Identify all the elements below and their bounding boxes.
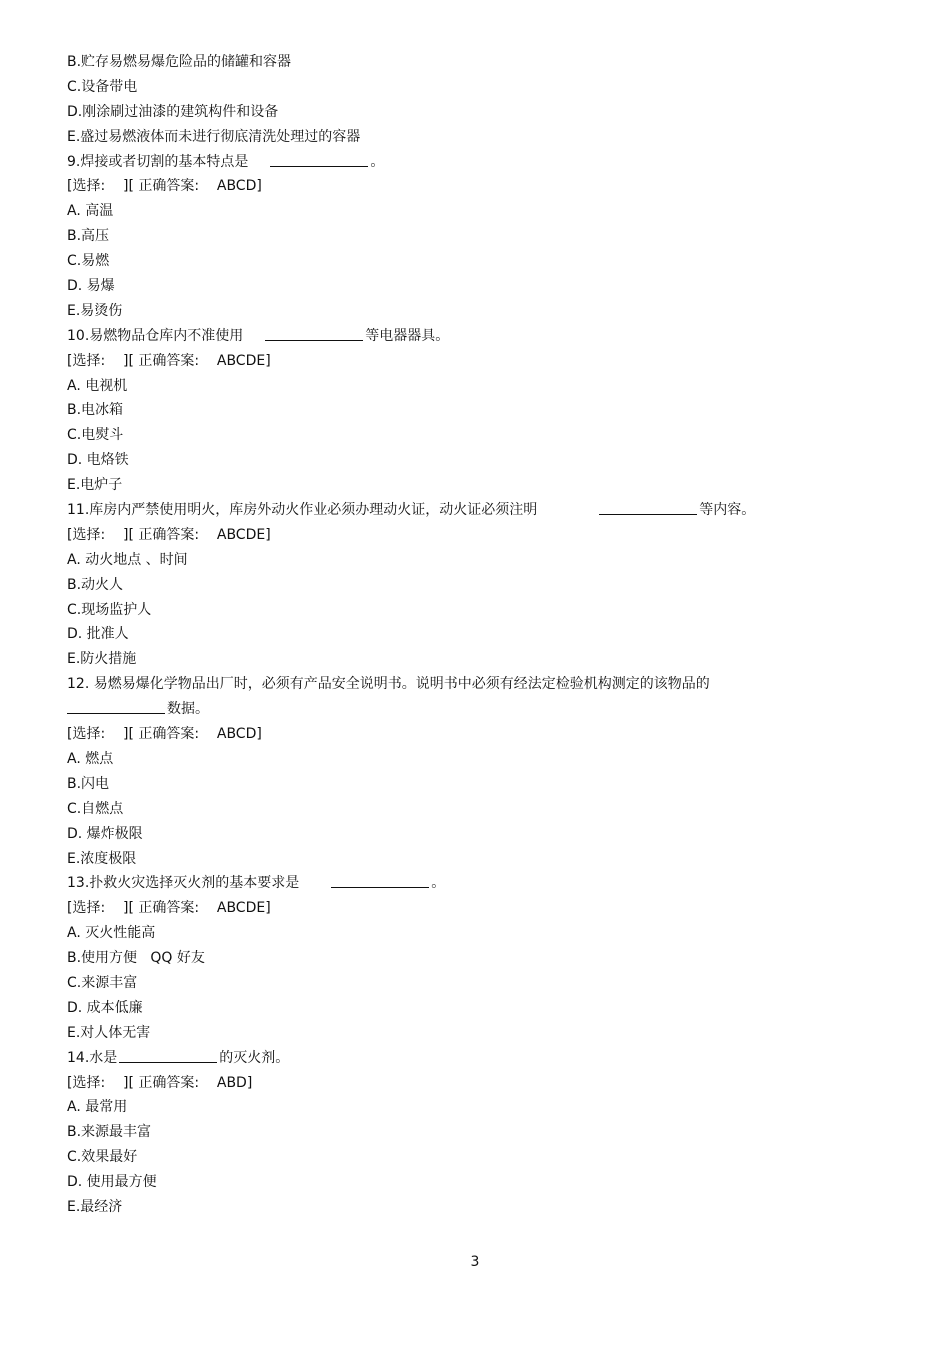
option-line: A. 电视机 — [67, 377, 128, 394]
question-suffix: 的灭火剂。 — [219, 1049, 290, 1066]
option-line: E.易烫伤 — [67, 302, 123, 319]
option-line: C.来源丰富 — [67, 974, 138, 991]
question-text: 11.库房内严禁使用明火，库房外动火作业必须办理动火证，动火证必须注明 — [67, 502, 538, 519]
answer-blank — [265, 325, 363, 341]
option-line: E.浓度极限 — [67, 850, 137, 867]
answer-key: [选择: ][ 正确答案: ABCDE] — [67, 526, 271, 543]
option-line: E.最经济 — [67, 1198, 123, 1215]
answer-blank — [270, 151, 368, 167]
question-list — [67, 50, 887, 1220]
question-11 — [67, 498, 887, 523]
option-line: D. 易爆 — [67, 278, 115, 295]
option-line: D.刚涂刷过油漆的建筑构件和设备 — [67, 103, 279, 120]
option-line: C.设备带电 — [67, 78, 138, 95]
option-line: B.闪电 — [67, 775, 110, 792]
option-line: E.电炉子 — [67, 477, 123, 494]
option-line: B.使用方便 QQ 好友 — [67, 950, 205, 967]
option-line: D. 成本低廉 — [67, 999, 143, 1016]
question-12: 12. 易燃易爆化学物品出厂时，必须有产品安全说明书。说明书中必须有经法定检验机构测定的该物品的 — [67, 676, 710, 693]
option-line: C.效果最好 — [67, 1149, 138, 1166]
question-9 — [67, 150, 887, 175]
question-text: 14.水是 — [67, 1049, 118, 1066]
answer-blank — [67, 698, 165, 714]
option-line: C.电熨斗 — [67, 427, 124, 444]
option-line: D. 爆炸极限 — [67, 825, 143, 842]
answer-blank — [119, 1047, 217, 1063]
answer-key: [选择: ][ 正确答案: ABD] — [67, 1074, 253, 1091]
question-suffix: 等电器器具。 — [365, 327, 450, 344]
option-line: A. 动火地点 、时间 — [67, 551, 188, 568]
answer-key: [选择: ][ 正确答案: ABCDE] — [67, 352, 271, 369]
question-14 — [67, 1046, 887, 1071]
option-line: B.动火人 — [67, 576, 124, 593]
option-line: A. 灭火性能高 — [67, 925, 156, 942]
option-line: C.自燃点 — [67, 800, 124, 817]
option-line: D. 批准人 — [67, 626, 129, 643]
option-line: A. 高温 — [67, 203, 114, 220]
option-line: A. 最常用 — [67, 1099, 128, 1116]
answer-key: [选择: ][ 正确答案: ABCD] — [67, 178, 262, 195]
option-line: E.对人体无害 — [67, 1024, 151, 1041]
question-text: 13.扑救火灾选择灭火剂的基本要求是 — [67, 875, 300, 892]
answer-key: [选择: ][ 正确答案: ABCDE] — [67, 900, 271, 917]
option-line: D. 电烙铁 — [67, 452, 129, 469]
question-suffix: 。 — [431, 875, 446, 892]
question-text: 9.焊接或者切割的基本特点是 — [67, 153, 249, 170]
option-line: B.贮存易燃易爆危险品的储罐和容器 — [67, 54, 292, 70]
option-line: C.现场监护人 — [67, 601, 152, 618]
option-line: B.来源最丰富 — [67, 1124, 152, 1141]
option-line: B.电冰箱 — [67, 402, 124, 419]
question-12-continued — [67, 697, 887, 722]
answer-key: [选择: ][ 正确答案: ABCD] — [67, 726, 262, 743]
option-line: E.防火措施 — [67, 651, 137, 668]
question-suffix: 。 — [370, 153, 385, 170]
question-suffix: 数据。 — [167, 701, 209, 718]
answer-blank — [331, 872, 429, 888]
option-line: A. 燃点 — [67, 750, 114, 767]
option-line: C.易燃 — [67, 253, 110, 270]
question-10 — [67, 324, 887, 349]
page-number: 3 — [470, 1254, 480, 1270]
option-line: B.高压 — [67, 228, 110, 245]
option-line: D. 使用最方便 — [67, 1174, 157, 1191]
option-line: E.盛过易燃液体而未进行彻底清洗处理过的容器 — [67, 128, 361, 145]
question-13 — [67, 871, 887, 896]
question-text: 10.易燃物品仓库内不准使用 — [67, 327, 244, 344]
question-suffix: 等内容。 — [699, 502, 756, 519]
answer-blank — [599, 499, 697, 515]
